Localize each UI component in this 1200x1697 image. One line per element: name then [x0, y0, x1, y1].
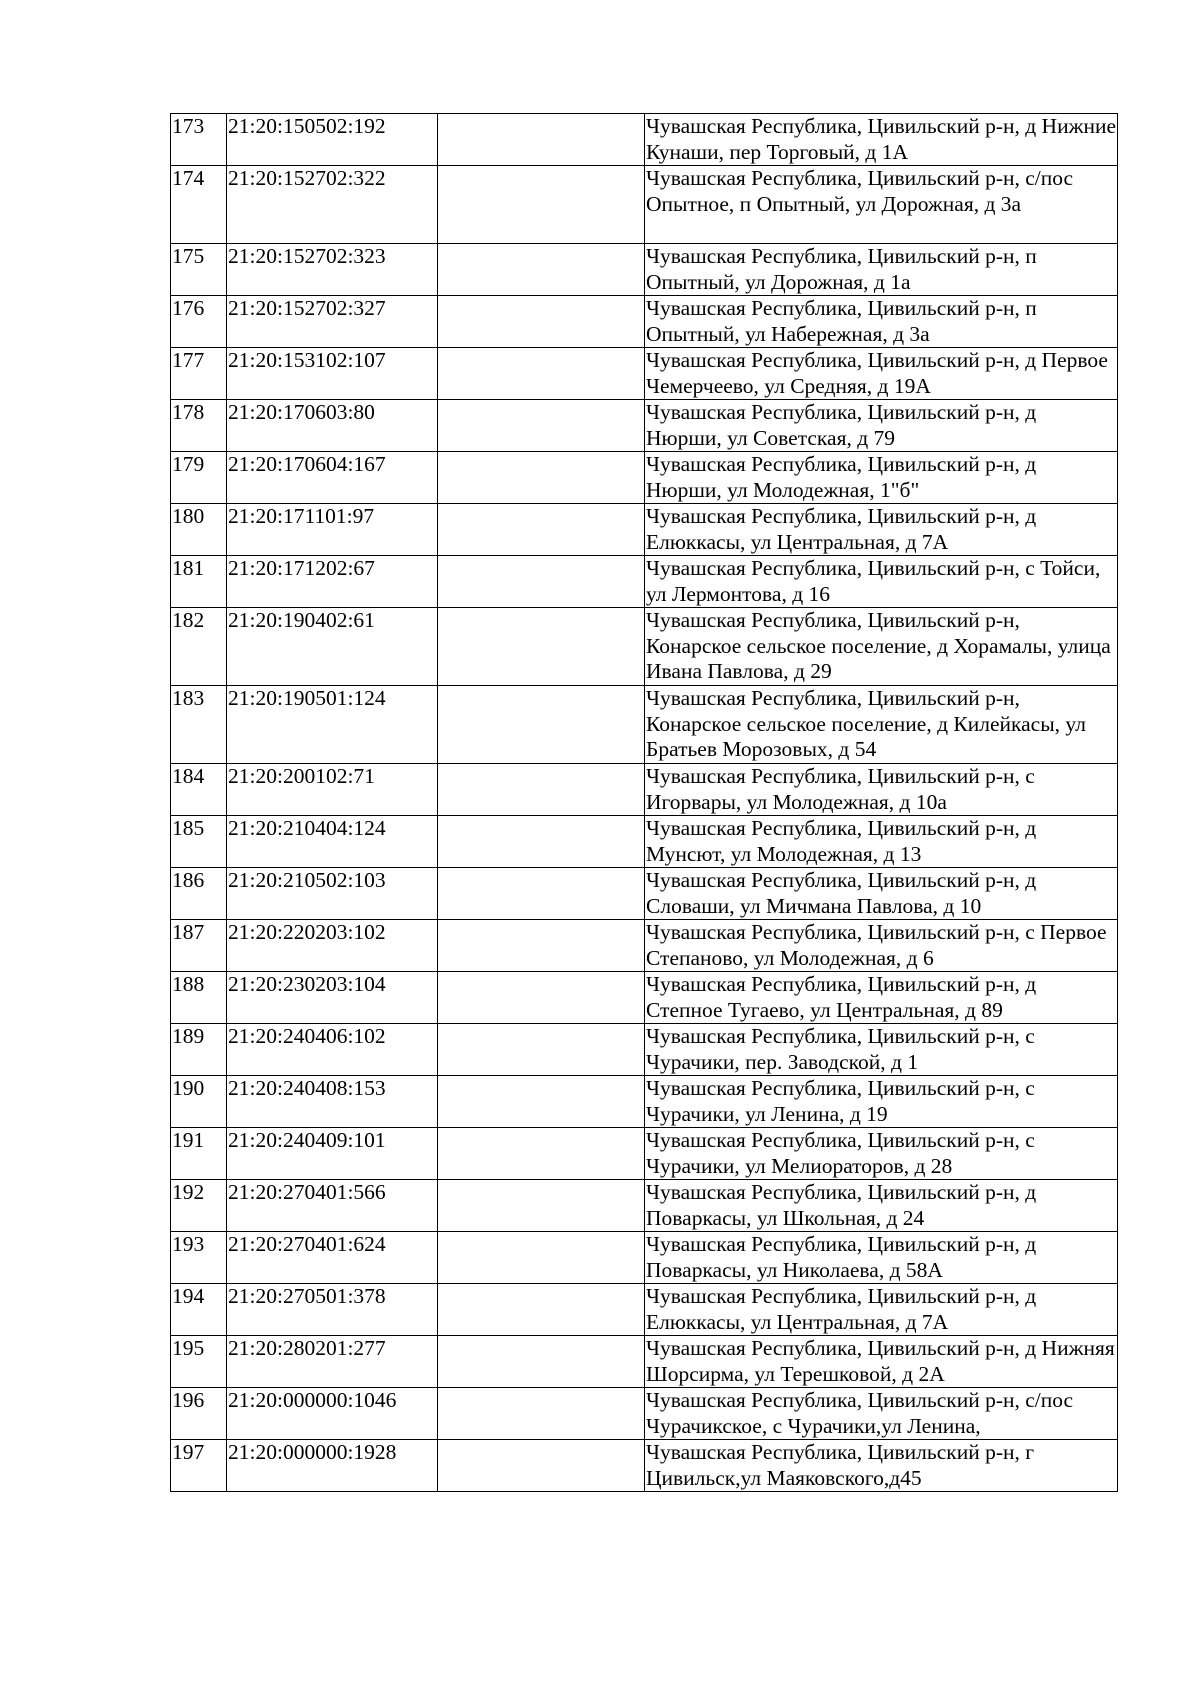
empty-cell [438, 1180, 645, 1232]
address-cell: Чувашская Республика, Цивильский р-н, д Нюрши, ул Советская, д 79 [645, 400, 1118, 452]
empty-cell [438, 1128, 645, 1180]
cadastral-number-cell: 21:20:240409:101 [227, 1128, 438, 1180]
cadastral-number-cell: 21:20:220203:102 [227, 920, 438, 972]
row-number-cell: 185 [171, 816, 227, 868]
row-number-cell: 192 [171, 1180, 227, 1232]
cadastral-number-cell: 21:20:210404:124 [227, 816, 438, 868]
table-row [171, 686, 1118, 764]
cadastral-number-cell: 21:20:190402:61 [227, 608, 438, 686]
address-cell: Чувашская Республика, Цивильский р-н, с Игорвары, ул Молодежная, д 10а [645, 764, 1118, 816]
table-row [171, 1336, 1118, 1388]
cadastral-number-cell: 21:20:200102:71 [227, 764, 438, 816]
table-row [171, 816, 1118, 868]
cadastral-number-cell: 21:20:153102:107 [227, 348, 438, 400]
address-cell: Чувашская Республика, Цивильский р-н, д Нижняя Шорсирма, ул Терешковой, д 2А [645, 1336, 1118, 1388]
row-number-cell: 187 [171, 920, 227, 972]
row-number-cell: 191 [171, 1128, 227, 1180]
empty-cell [438, 972, 645, 1024]
empty-cell [438, 868, 645, 920]
address-cell: Чувашская Республика, Цивильский р-н, с/пос Чурачикское, с Чурачики,ул Ленина, [645, 1388, 1118, 1440]
cadastral-number-cell: 21:20:190501:124 [227, 686, 438, 764]
empty-cell [438, 166, 645, 244]
empty-cell [438, 400, 645, 452]
cadastral-number-cell: 21:20:210502:103 [227, 868, 438, 920]
empty-cell [438, 114, 645, 166]
row-number-cell: 175 [171, 244, 227, 296]
empty-cell [438, 1336, 645, 1388]
cadastral-number-cell: 21:20:270401:624 [227, 1232, 438, 1284]
address-cell: Чувашская Республика, Цивильский р-н, д Елюккасы, ул Центральная, д 7А [645, 1284, 1118, 1336]
address-cell: Чувашская Республика, Цивильский р-н, д Словаши, ул Мичмана Павлова, д 10 [645, 868, 1118, 920]
address-cell: Чувашская Республика, Цивильский р-н, д Елюккасы, ул Центральная, д 7А [645, 504, 1118, 556]
empty-cell [438, 244, 645, 296]
empty-cell [438, 920, 645, 972]
empty-cell [438, 1024, 645, 1076]
address-cell: Чувашская Республика, Цивильский р-н, с Тойси, ул Лермонтова, д 16 [645, 556, 1118, 608]
row-number-cell: 195 [171, 1336, 227, 1388]
address-cell: Чувашская Республика, Цивильский р-н, с Чурачики, ул Мелиораторов, д 28 [645, 1128, 1118, 1180]
address-cell: Чувашская Республика, Цивильский р-н, Конарское сельское поселение, д Хорамалы, улица Ивана Павлова, д 29 [645, 608, 1118, 686]
table-row [171, 1128, 1118, 1180]
table-row [171, 452, 1118, 504]
row-number-cell: 197 [171, 1440, 227, 1492]
address-cell: Чувашская Республика, Цивильский р-н, д Нижние Кунаши, пер Торговый, д 1А [646, 114, 1116, 164]
empty-cell [438, 452, 645, 504]
empty-cell [438, 1232, 645, 1284]
cadastral-number-cell: 21:20:000000:1046 [227, 1388, 438, 1440]
table-row [171, 764, 1118, 816]
empty-cell [438, 1388, 645, 1440]
row-number-cell: 176 [171, 296, 227, 348]
cadastral-number-cell: 21:20:240408:153 [227, 1076, 438, 1128]
empty-cell [438, 296, 645, 348]
empty-cell [438, 608, 645, 686]
table-row [171, 1440, 1118, 1492]
table-row [171, 1180, 1118, 1232]
empty-cell [438, 1076, 645, 1128]
table-row [171, 972, 1118, 1024]
row-number-cell: 174 [171, 166, 227, 244]
row-number-cell: 184 [171, 764, 227, 816]
empty-cell [438, 504, 645, 556]
table-body [171, 114, 1118, 1492]
address-cell: Чувашская Республика, Цивильский р-н, д Степное Тугаево, ул Центральная, д 89 [645, 972, 1118, 1024]
cadastral-number-cell: 21:20:000000:1928 [227, 1440, 438, 1492]
address-cell: Чувашская Республика, Цивильский р-н, с/пос Опытное, п Опытный, ул Дорожная, д 3а [645, 166, 1118, 244]
table-row [171, 114, 1118, 166]
table-row [171, 296, 1118, 348]
row-number-cell: 196 [171, 1388, 227, 1440]
cadastral-number-cell: 21:20:152702:327 [227, 296, 438, 348]
address-cell: Чувашская Республика, Цивильский р-н, д Мунсют, ул Молодежная, д 13 [645, 816, 1118, 868]
address-cell: Чувашская Республика, Цивильский р-н, п Опытный, ул Дорожная, д 1а [645, 244, 1118, 296]
cadastral-number-cell: 21:20:171101:97 [227, 504, 438, 556]
address-cell: Чувашская Республика, Цивильский р-н, с Чурачики, ул Ленина, д 19 [645, 1076, 1118, 1128]
row-number-cell: 188 [171, 972, 227, 1024]
address-cell: Чувашская Республика, Цивильский р-н, д Нюрши, ул Молодежная, 1"б" [645, 452, 1118, 504]
cadastral-number-cell: 21:20:171202:67 [227, 556, 438, 608]
row-number-cell: 181 [171, 556, 227, 608]
table-row [171, 504, 1118, 556]
address-cell: Чувашская Республика, Цивильский р-н, г Цивильск,ул Маяковского,д45 [645, 1440, 1118, 1492]
table-row [171, 166, 1118, 244]
row-number-cell: 194 [171, 1284, 227, 1336]
table-row [171, 244, 1118, 296]
table-row [171, 400, 1118, 452]
empty-cell [438, 686, 645, 764]
table-row [171, 1232, 1118, 1284]
table-row [171, 1284, 1118, 1336]
table-row [171, 348, 1118, 400]
row-number-cell: 173 [171, 114, 227, 166]
empty-cell [438, 816, 645, 868]
empty-cell [438, 764, 645, 816]
table-row [171, 1024, 1118, 1076]
cadastral-number-cell: 21:20:150502:192 [227, 114, 438, 166]
address-cell: Чувашская Республика, Цивильский р-н, д Поваркасы, ул Школьная, д 24 [645, 1180, 1118, 1232]
row-number-cell: 186 [171, 868, 227, 920]
address-cell: Чувашская Республика, Цивильский р-н, д Поваркасы, ул Николаева, д 58А [645, 1232, 1118, 1284]
row-number-cell: 182 [171, 608, 227, 686]
empty-cell [438, 556, 645, 608]
empty-cell [438, 348, 645, 400]
empty-cell [438, 1284, 645, 1336]
cadastral-number-cell: 21:20:270501:378 [227, 1284, 438, 1336]
address-cell: Чувашская Республика, Цивильский р-н, Конарское сельское поселение, д Килейкасы, ул Братьев Морозовых, д 54 [645, 686, 1118, 764]
row-number-cell: 178 [171, 400, 227, 452]
table-row [171, 556, 1118, 608]
cadastral-number-cell: 21:20:280201:277 [227, 1336, 438, 1388]
row-number-cell: 193 [171, 1232, 227, 1284]
address-cell: Чувашская Республика, Цивильский р-н, с Чурачики, пер. Заводской, д 1 [645, 1024, 1118, 1076]
row-number-cell: 179 [171, 452, 227, 504]
cadastral-number-cell: 21:20:170603:80 [227, 400, 438, 452]
table-row [171, 1388, 1118, 1440]
cadastral-number-cell: 21:20:230203:104 [227, 972, 438, 1024]
row-number-cell: 177 [171, 348, 227, 400]
address-cell: Чувашская Республика, Цивильский р-н, п Опытный, ул Набережная, д 3а [645, 296, 1118, 348]
empty-cell [438, 1440, 645, 1492]
row-number-cell: 183 [171, 686, 227, 764]
cadastral-number-cell: 21:20:170604:167 [227, 452, 438, 504]
cadastral-number-cell: 21:20:152702:322 [227, 166, 438, 244]
address-cell: Чувашская Республика, Цивильский р-н, д Первое Чемерчеево, ул Средняя, д 19А [645, 348, 1118, 400]
row-number-cell: 180 [171, 504, 227, 556]
row-number-cell: 190 [171, 1076, 227, 1128]
table-row [171, 608, 1118, 686]
address-cell: Чувашская Республика, Цивильский р-н, с Первое Степаново, ул Молодежная, д 6 [645, 920, 1118, 972]
row-number-cell: 189 [171, 1024, 227, 1076]
cadastral-number-cell: 21:20:152702:323 [227, 244, 438, 296]
cadastral-number-cell: 21:20:270401:566 [227, 1180, 438, 1232]
table-row [171, 920, 1118, 972]
property-registry-table [170, 113, 1118, 1492]
table-row [171, 868, 1118, 920]
cadastral-number-cell: 21:20:240406:102 [227, 1024, 438, 1076]
table-row [171, 1076, 1118, 1128]
